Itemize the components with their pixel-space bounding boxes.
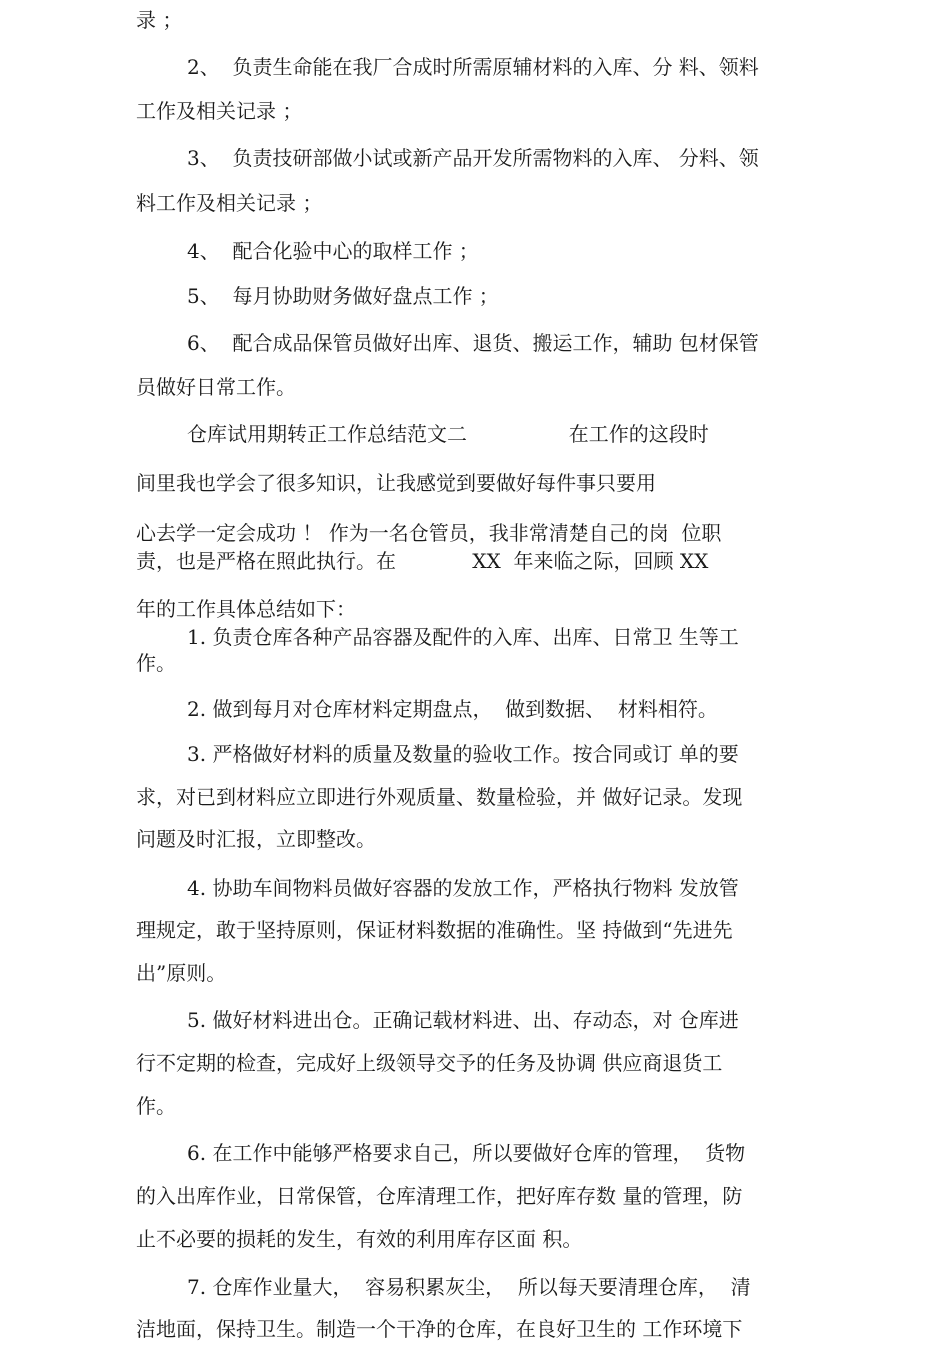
- text-line: 责，也是严格在照此执行。在 XX 年来临之际，回顾 XX: [136, 549, 709, 573]
- text-line: 理规定，敢于坚持原则，保证材料数据的准确性。坚 持做到“先进先: [136, 918, 733, 942]
- text-line: 4. 协助车间物料员做好容器的发放工作，严格执行物料 发放管: [187, 876, 739, 900]
- text-line: 4、 配合化验中心的取样工作 ；: [187, 239, 479, 263]
- text-line: 间里我也学会了很多知识，让我感觉到要做好每件事只要用: [136, 471, 656, 495]
- text-line: 6、 配合成品保管员做好出库、退货、搬运工作，辅助 包材保管: [187, 331, 759, 355]
- text-line: 2. 做到每月对仓库材料定期盘点， 做到数据、 材料相符。: [187, 697, 718, 721]
- text-line: 6. 在工作中能够严格要求自己，所以要做好仓库的管理， 货物: [187, 1141, 746, 1165]
- text-line: 出”原则。: [136, 961, 227, 985]
- text-line: 5. 做好材料进出仓。正确记载材料进、出、存动态，对 仓库进: [187, 1008, 739, 1032]
- text-line: 员做好日常工作。: [136, 375, 296, 399]
- text-line: 止不必要的损耗的发生，有效的利用库存区面 积。: [136, 1227, 583, 1251]
- text-line: 2、 负责生命能在我厂合成时所需原辅材料的入库、分 料、领料: [187, 55, 759, 79]
- text-line: 作。: [136, 1094, 176, 1118]
- section-heading: 仓库试用期转正工作总结范文二 在工作的这段时: [187, 422, 709, 446]
- text-line: 求，对已到材料应立即进行外观质量、数量检验，并 做好记录。发现: [136, 785, 743, 809]
- text-line: 料工作及相关记录 ；: [136, 191, 323, 215]
- text-line: 录 ；: [136, 8, 183, 32]
- text-line: 作。: [136, 651, 176, 675]
- text-line: 行不定期的检查，完成好上级领导交予的任务及协调 供应商退货工: [136, 1051, 723, 1075]
- text-line: 工作及相关记录 ；: [136, 99, 303, 123]
- text-line: 问题及时汇报，立即整改。: [136, 827, 376, 851]
- text-line: 7. 仓库作业量大， 容易积累灰尘， 所以每天要清理仓库， 清: [187, 1275, 751, 1299]
- text-line: 年的工作具体总结如下：: [136, 597, 356, 621]
- text-line: 1. 负责仓库各种产品容器及配件的入库、出库、日常卫 生等工: [187, 625, 739, 649]
- text-line: 3. 严格做好材料的质量及数量的验收工作。按合同或订 单的要: [187, 742, 739, 766]
- text-line: 3、 负责技研部做小试或新产品开发所需物料的入库、 分料、领: [187, 146, 759, 170]
- text-line: 5、 每月协助财务做好盘点工作 ；: [187, 284, 499, 308]
- text-line: 的入出库作业，日常保管，仓库清理工作，把好库存数 量的管理，防: [136, 1184, 743, 1208]
- text-line: 心去学一定会成功 ！ 作为一名仓管员，我非常清楚自己的岗 位职: [136, 521, 722, 545]
- text-line: 洁地面，保持卫生。制造一个干净的仓库，在良好卫生的 工作环境下: [136, 1317, 743, 1341]
